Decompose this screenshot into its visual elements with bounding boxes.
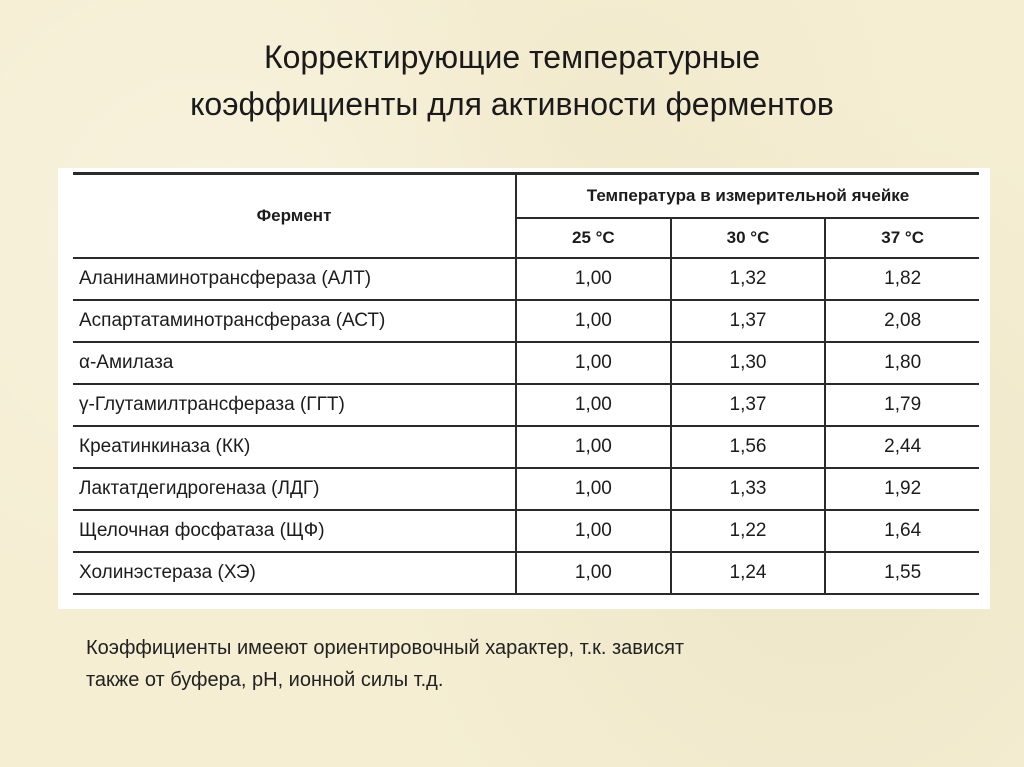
coef-30: 1,37 bbox=[671, 300, 826, 342]
enzyme-name: Аспартатаминотрансфераза (АСТ) bbox=[73, 300, 516, 342]
enzyme-name: Креатинкиназа (КК) bbox=[73, 426, 516, 468]
slide-title-line-2: коэффициенты для активности ферментов bbox=[190, 86, 834, 122]
coef-37: 2,44 bbox=[825, 426, 979, 468]
coef-25: 1,00 bbox=[516, 384, 671, 426]
header-temp-30: 30 °C bbox=[671, 218, 826, 258]
table-row bbox=[73, 552, 979, 594]
coef-25: 1,00 bbox=[516, 258, 671, 300]
coef-30: 1,56 bbox=[671, 426, 826, 468]
coef-37: 1,79 bbox=[825, 384, 979, 426]
coef-37: 1,82 bbox=[825, 258, 979, 300]
footnote-line-2: также от буфера, рН, ионной силы т.д. bbox=[86, 669, 444, 691]
coef-37: 1,92 bbox=[825, 468, 979, 510]
enzyme-name: Щелочная фосфатаза (ЩФ) bbox=[73, 510, 516, 552]
coef-30: 1,30 bbox=[671, 342, 826, 384]
table-row bbox=[73, 510, 979, 552]
enzyme-name: Аланинаминотрансфераза (АЛТ) bbox=[73, 258, 516, 300]
enzyme-name: Лактатдегидрогеназа (ЛДГ) bbox=[73, 468, 516, 510]
coef-25: 1,00 bbox=[516, 342, 671, 384]
footnote bbox=[86, 632, 886, 696]
table-row bbox=[73, 426, 979, 468]
enzyme-name: γ-Глутамилтрансфераза (ГГТ) bbox=[73, 384, 516, 426]
coef-30: 1,22 bbox=[671, 510, 826, 552]
coef-25: 1,00 bbox=[516, 510, 671, 552]
enzyme-name: α-Амилаза bbox=[73, 342, 516, 384]
coef-30: 1,32 bbox=[671, 258, 826, 300]
coef-30: 1,33 bbox=[671, 468, 826, 510]
coef-25: 1,00 bbox=[516, 426, 671, 468]
coef-37: 1,64 bbox=[825, 510, 979, 552]
table-panel bbox=[58, 168, 990, 609]
coef-25: 1,00 bbox=[516, 552, 671, 594]
coef-25: 1,00 bbox=[516, 300, 671, 342]
table-row bbox=[73, 342, 979, 384]
header-enzyme: Фермент bbox=[73, 174, 516, 259]
table-row bbox=[73, 300, 979, 342]
table-row bbox=[73, 258, 979, 300]
header-temp-37: 37 °C bbox=[825, 218, 979, 258]
table-header-row bbox=[73, 174, 979, 218]
enzyme-name: Холинэстераза (ХЭ) bbox=[73, 552, 516, 594]
table-row bbox=[73, 384, 979, 426]
slide-title-line-1: Корректирующие температурные bbox=[263, 39, 761, 75]
coef-25: 1,00 bbox=[516, 468, 671, 510]
table-row bbox=[73, 468, 979, 510]
header-temp-25: 25 °C bbox=[516, 218, 671, 258]
coef-30: 1,37 bbox=[671, 384, 826, 426]
footnote-line-1: Коэффициенты имееют ориентировочный характер, т.к. зависят bbox=[86, 637, 685, 659]
enzyme-coefficients-table bbox=[73, 172, 979, 595]
coef-37: 1,80 bbox=[825, 342, 979, 384]
slide-title bbox=[60, 34, 964, 128]
coef-30: 1,24 bbox=[671, 552, 826, 594]
coef-37: 1,55 bbox=[825, 552, 979, 594]
header-temperature: Температура в измерительной ячейке bbox=[516, 174, 979, 218]
coef-37: 2,08 bbox=[825, 300, 979, 342]
